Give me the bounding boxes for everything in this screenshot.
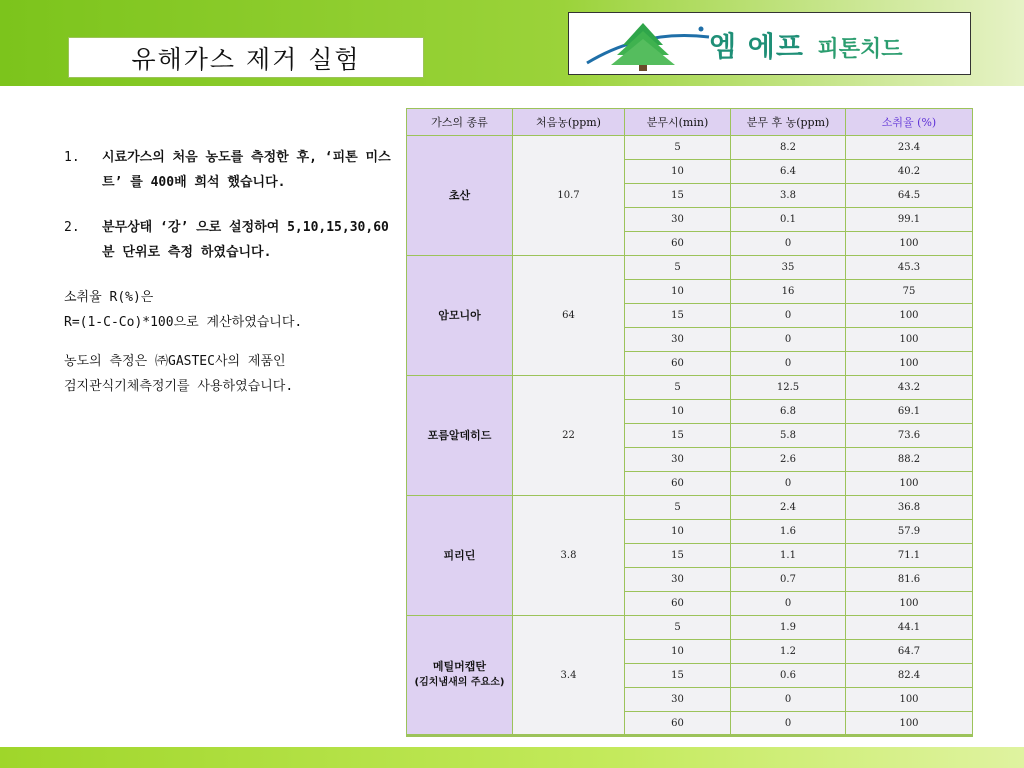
- after-conc-cell: 0.1: [731, 208, 846, 232]
- after-conc-cell: 0: [731, 592, 846, 616]
- removal-rate-cell: 73.6: [846, 424, 973, 448]
- after-conc-cell: 12.5: [731, 376, 846, 400]
- spray-time-cell: 15: [625, 424, 731, 448]
- spray-time-cell: 10: [625, 160, 731, 184]
- gas-note: (김치냄새의 주요소): [414, 677, 505, 688]
- header-gas-type: 가스의 종류: [407, 109, 513, 136]
- header-after-conc: 분무 후 농(ppm): [731, 109, 846, 136]
- after-conc-cell: 1.2: [731, 640, 846, 664]
- removal-rate-cell: 64.7: [846, 640, 973, 664]
- formula-text: 소취율 R(%)은 R=(1-C-Co)*100으로 계산하였습니다.: [64, 290, 303, 330]
- after-conc-cell: 6.8: [731, 400, 846, 424]
- logo-subname: 피톤치드: [817, 37, 903, 62]
- spray-time-cell: 60: [625, 592, 731, 616]
- gas-name: 메틸머캡탄: [432, 660, 487, 673]
- spray-time-cell: 30: [625, 688, 731, 712]
- after-conc-cell: 0: [731, 232, 846, 256]
- after-conc-cell: 6.4: [731, 160, 846, 184]
- removal-rate-cell: 100: [846, 328, 973, 352]
- gas-name-cell: [407, 376, 513, 496]
- removal-rate-cell: 82.4: [846, 664, 973, 688]
- after-conc-cell: 1.1: [731, 544, 846, 568]
- removal-rate-cell: 100: [846, 352, 973, 376]
- after-conc-cell: 0.6: [731, 664, 846, 688]
- gas-name: 피리딘: [443, 548, 476, 562]
- spray-time-cell: 30: [625, 568, 731, 592]
- list-text: 분무상태 ‘강’ 으로 설정하여 5,10,15,30,60분 단위로 측정 하였습니다.: [102, 220, 389, 260]
- after-conc-cell: 5.8: [731, 424, 846, 448]
- table-row: [407, 616, 973, 640]
- spray-time-cell: 10: [625, 400, 731, 424]
- after-conc-cell: 0: [731, 688, 846, 712]
- tree-swoosh-icon: [583, 17, 713, 73]
- after-conc-cell: 3.8: [731, 184, 846, 208]
- list-item: [64, 215, 394, 265]
- removal-rate-cell: 44.1: [846, 616, 973, 640]
- logo-name: 엠 에프: [709, 30, 804, 63]
- table-row: [407, 136, 973, 160]
- gas-name-cell: [407, 256, 513, 376]
- after-conc-cell: 2.4: [731, 496, 846, 520]
- removal-rate-cell: 69.1: [846, 400, 973, 424]
- after-conc-cell: 1.9: [731, 616, 846, 640]
- after-conc-cell: 35: [731, 256, 846, 280]
- after-conc-cell: 0: [731, 712, 846, 736]
- spray-time-cell: 5: [625, 496, 731, 520]
- measurement-note: 농도의 측정은 ㈜GASTEC사의 제품인 검지관식기체측정기를 사용하였습니다.: [64, 354, 294, 394]
- spray-time-cell: 10: [625, 520, 731, 544]
- list-item: [64, 145, 394, 195]
- removal-rate-cell: 45.3: [846, 256, 973, 280]
- description-panel: [64, 145, 394, 413]
- spray-time-cell: 30: [625, 208, 731, 232]
- spray-time-cell: 5: [625, 616, 731, 640]
- removal-rate-cell: 100: [846, 712, 973, 736]
- table-row: [407, 376, 973, 400]
- table-row: [407, 496, 973, 520]
- list-text: 시료가스의 처음 농도를 측정한 후, ‘피톤 미스트’ 를 400배 희석 했습니다.: [102, 150, 391, 190]
- spray-time-cell: 30: [625, 328, 731, 352]
- removal-rate-cell: 36.8: [846, 496, 973, 520]
- spray-time-cell: 60: [625, 472, 731, 496]
- spray-time-cell: 15: [625, 184, 731, 208]
- spray-time-cell: 60: [625, 232, 731, 256]
- removal-rate-cell: 88.2: [846, 448, 973, 472]
- page-title: 유해가스 제거 실험: [68, 37, 424, 78]
- after-conc-cell: 0: [731, 328, 846, 352]
- gas-name-cell: [407, 616, 513, 736]
- initial-conc-cell: 64: [513, 256, 625, 376]
- table-row: [407, 256, 973, 280]
- after-conc-cell: 0: [731, 304, 846, 328]
- removal-rate-cell: 99.1: [846, 208, 973, 232]
- gas-name: 초산: [448, 188, 471, 202]
- spray-time-cell: 5: [625, 136, 731, 160]
- after-conc-cell: 16: [731, 280, 846, 304]
- gas-name-cell: [407, 136, 513, 256]
- removal-rate-cell: 75: [846, 280, 973, 304]
- spray-time-cell: 60: [625, 712, 731, 736]
- removal-rate-cell: 57.9: [846, 520, 973, 544]
- after-conc-cell: 0: [731, 472, 846, 496]
- initial-conc-cell: 3.8: [513, 496, 625, 616]
- initial-conc-cell: 10.7: [513, 136, 625, 256]
- after-conc-cell: 1.6: [731, 520, 846, 544]
- spray-time-cell: 15: [625, 304, 731, 328]
- table-header-row: [407, 109, 973, 136]
- after-conc-cell: 8.2: [731, 136, 846, 160]
- header-removal-rate: 소취율 (%): [846, 109, 973, 136]
- removal-rate-cell: 40.2: [846, 160, 973, 184]
- header-spray-time: 분무시(min): [625, 109, 731, 136]
- after-conc-cell: 0.7: [731, 568, 846, 592]
- gas-name: 포름알데히드: [427, 428, 492, 442]
- removal-rate-cell: 100: [846, 232, 973, 256]
- removal-rate-cell: 100: [846, 688, 973, 712]
- spray-time-cell: 5: [625, 376, 731, 400]
- removal-rate-cell: 23.4: [846, 136, 973, 160]
- spray-time-cell: 5: [625, 256, 731, 280]
- initial-conc-cell: 22: [513, 376, 625, 496]
- removal-rate-cell: 43.2: [846, 376, 973, 400]
- spray-time-cell: 60: [625, 352, 731, 376]
- removal-rate-cell: 71.1: [846, 544, 973, 568]
- header-initial-conc: 처음농(ppm): [513, 109, 625, 136]
- list-number: 2.: [64, 220, 80, 235]
- removal-rate-cell: 64.5: [846, 184, 973, 208]
- initial-conc-cell: 3.4: [513, 616, 625, 736]
- spray-time-cell: 10: [625, 640, 731, 664]
- removal-rate-cell: 100: [846, 472, 973, 496]
- gas-name-cell: [407, 496, 513, 616]
- removal-rate-cell: 100: [846, 592, 973, 616]
- results-table: [406, 108, 973, 737]
- after-conc-cell: 0: [731, 352, 846, 376]
- list-number: 1.: [64, 150, 80, 165]
- footer-band: [0, 747, 1024, 768]
- gas-name: 암모니아: [438, 308, 481, 322]
- logo-wordmark: [709, 25, 903, 65]
- spray-time-cell: 10: [625, 280, 731, 304]
- after-conc-cell: 2.6: [731, 448, 846, 472]
- spray-time-cell: 15: [625, 664, 731, 688]
- spray-time-cell: 15: [625, 544, 731, 568]
- spray-time-cell: 30: [625, 448, 731, 472]
- company-logo: [568, 12, 971, 75]
- removal-rate-cell: 81.6: [846, 568, 973, 592]
- removal-rate-cell: 100: [846, 304, 973, 328]
